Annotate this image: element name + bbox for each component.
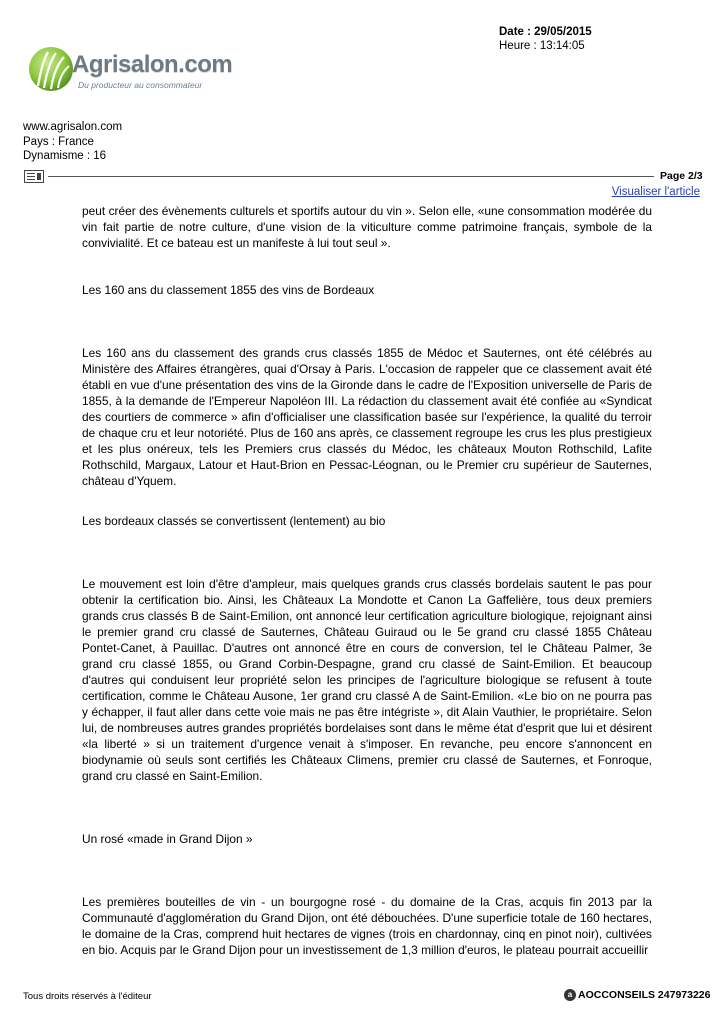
article-paragraph-3: Le mouvement est loin d'être d'ampleur, mais quelques grands crus classés bordelais sautent le pas pour obtenir la certification bio. Ainsi, les Châteaux La Mondotte et Canon La Gaffelière, tous deux premiers grands crus classés B de Saint-Emilion, ont annoncé leur certification agriculture biologique, rejoignant ainsi le premier grand cru classé de Sauternes, Château Guiraud ou le 5e grand cru classé 1855 Château Pontet-Canet, à Pauillac. D'autres ont annoncé être en cours de conversion, tel le Château Palmer, 3e grand cru classé 1855, ou Grand Corbin-Despagne, grand cru classé de Saint-Emilion. Et beaucoup d'autres qui conduisent leur propriété selon les principes de l'agriculture biologique se refusent à toute certification, comme le Château Ausone, 1er grand cru classé A de Saint-Emilion. «Le bio on ne pourra pas y échapper, il faut aller dans cette voie mais ne pas être intégriste », dit Alain Vauthier, le propriétaire. Selon lui, de nombreuses autres grandes propriétés bordelaises sont dans le même état d'esprit que lui et désirent «la liberté » si un traitement d'urgence venait à s'imposer. En revanche, peu encore s'annoncent en biodynamie où seuls sont certifiés les Châteaux Climens, premier cru classé de Sauternes, et Fonroque, grand cru classé en Saint-Emilion. (82, 577, 652, 783)
document-time: Heure : 13:14:05 (499, 40, 585, 52)
logo-tagline: Du producteur au consommateur (78, 80, 203, 90)
document-icon (24, 170, 44, 183)
header-divider (48, 176, 654, 177)
wheat-globe-icon (26, 44, 76, 94)
footer-code: AOCCONSEILS 247973226 (578, 989, 711, 1001)
footer-rights: Tous droits réservés à l'éditeur (23, 991, 152, 1002)
section-heading-classement-1855: Les 160 ans du classement 1855 des vins de Bordeaux (82, 283, 375, 297)
article-paragraph-2: Les 160 ans du classement des grands crus classés 1855 de Médoc et Sauternes, ont été célébrés au Ministère des Affaires étrangères, quai d'Orsay à Paris. L'occasion de rappeler que ce classement avait été établi en vue d'une présentation des vins de la Gironde dans le cadre de l'Exposition universelle de Paris de 1855, à la demande de l'Empereur Napoléon III. La rédaction du classement avait été confiée au «Syndicat des courtiers de commerce » afin d'officialiser une classification basée sur l'expérience, la qualité du terroir de chaque cru et leur notoriété. Plus de 160 ans après, ce classement regroupe les crus les plus prestigieux et les plus onéreux, tels les Premiers crus classés du Médoc, les châteaux Mouton Rothschild, Lafite Rothschild, Margaux, Latour et Haut-Brion en Pessac-Léognan, ou le Premier cru supérieur de Sauternes, château d'Yquem. (82, 346, 652, 488)
source-url: www.agrisalon.com (23, 121, 123, 133)
page-number: Page 2/3 (660, 170, 703, 182)
source-country: Pays : France (23, 135, 94, 148)
source-dynamism: Dynamisme : 16 (23, 150, 107, 162)
logo-name: Agrisalon.com (72, 51, 233, 78)
article-paragraph-4: Les premières bouteilles de vin - un bourgogne rosé - du domaine de la Cras, acquis fin 2013 par la Communauté d'agglomération du Grand Dijon, ont été débouchées. D'une superficie totale de 160 hectares, le domaine de la Cras, comprend huit hectares de vignes (trois en chardonnay, cinq en pinot noir), cultivées en bio. Acquis par le Grand Dijon pour un investissement de 1,3 million d'euros, le plateau pourrait accueillir (82, 895, 652, 957)
aoc-logo-icon: a (564, 989, 576, 1001)
document-date: Date : 29/05/2015 (499, 26, 592, 38)
footer-source-code (564, 989, 710, 1001)
article-body (82, 203, 652, 958)
article-paragraph-1: peut créer des évènements culturels et sportifs autour du vin ». Selon elle, «une consommation modérée du vin fait partie de notre culture, d'une vision de la viticulture comme patrimoine français, symbole de la convivialité. Et ce bateau est un manifeste à lui tout seul ». (82, 204, 652, 250)
view-article-link[interactable]: Visualiser l'article (611, 186, 700, 198)
source-info (23, 120, 122, 164)
agrisalon-logo (22, 42, 232, 96)
section-heading-bordeaux-bio: Les bordeaux classés se convertissent (lentement) au bio (82, 514, 386, 528)
section-heading-rose-grand-dijon: Un rosé «made in Grand Dijon » (82, 832, 253, 846)
